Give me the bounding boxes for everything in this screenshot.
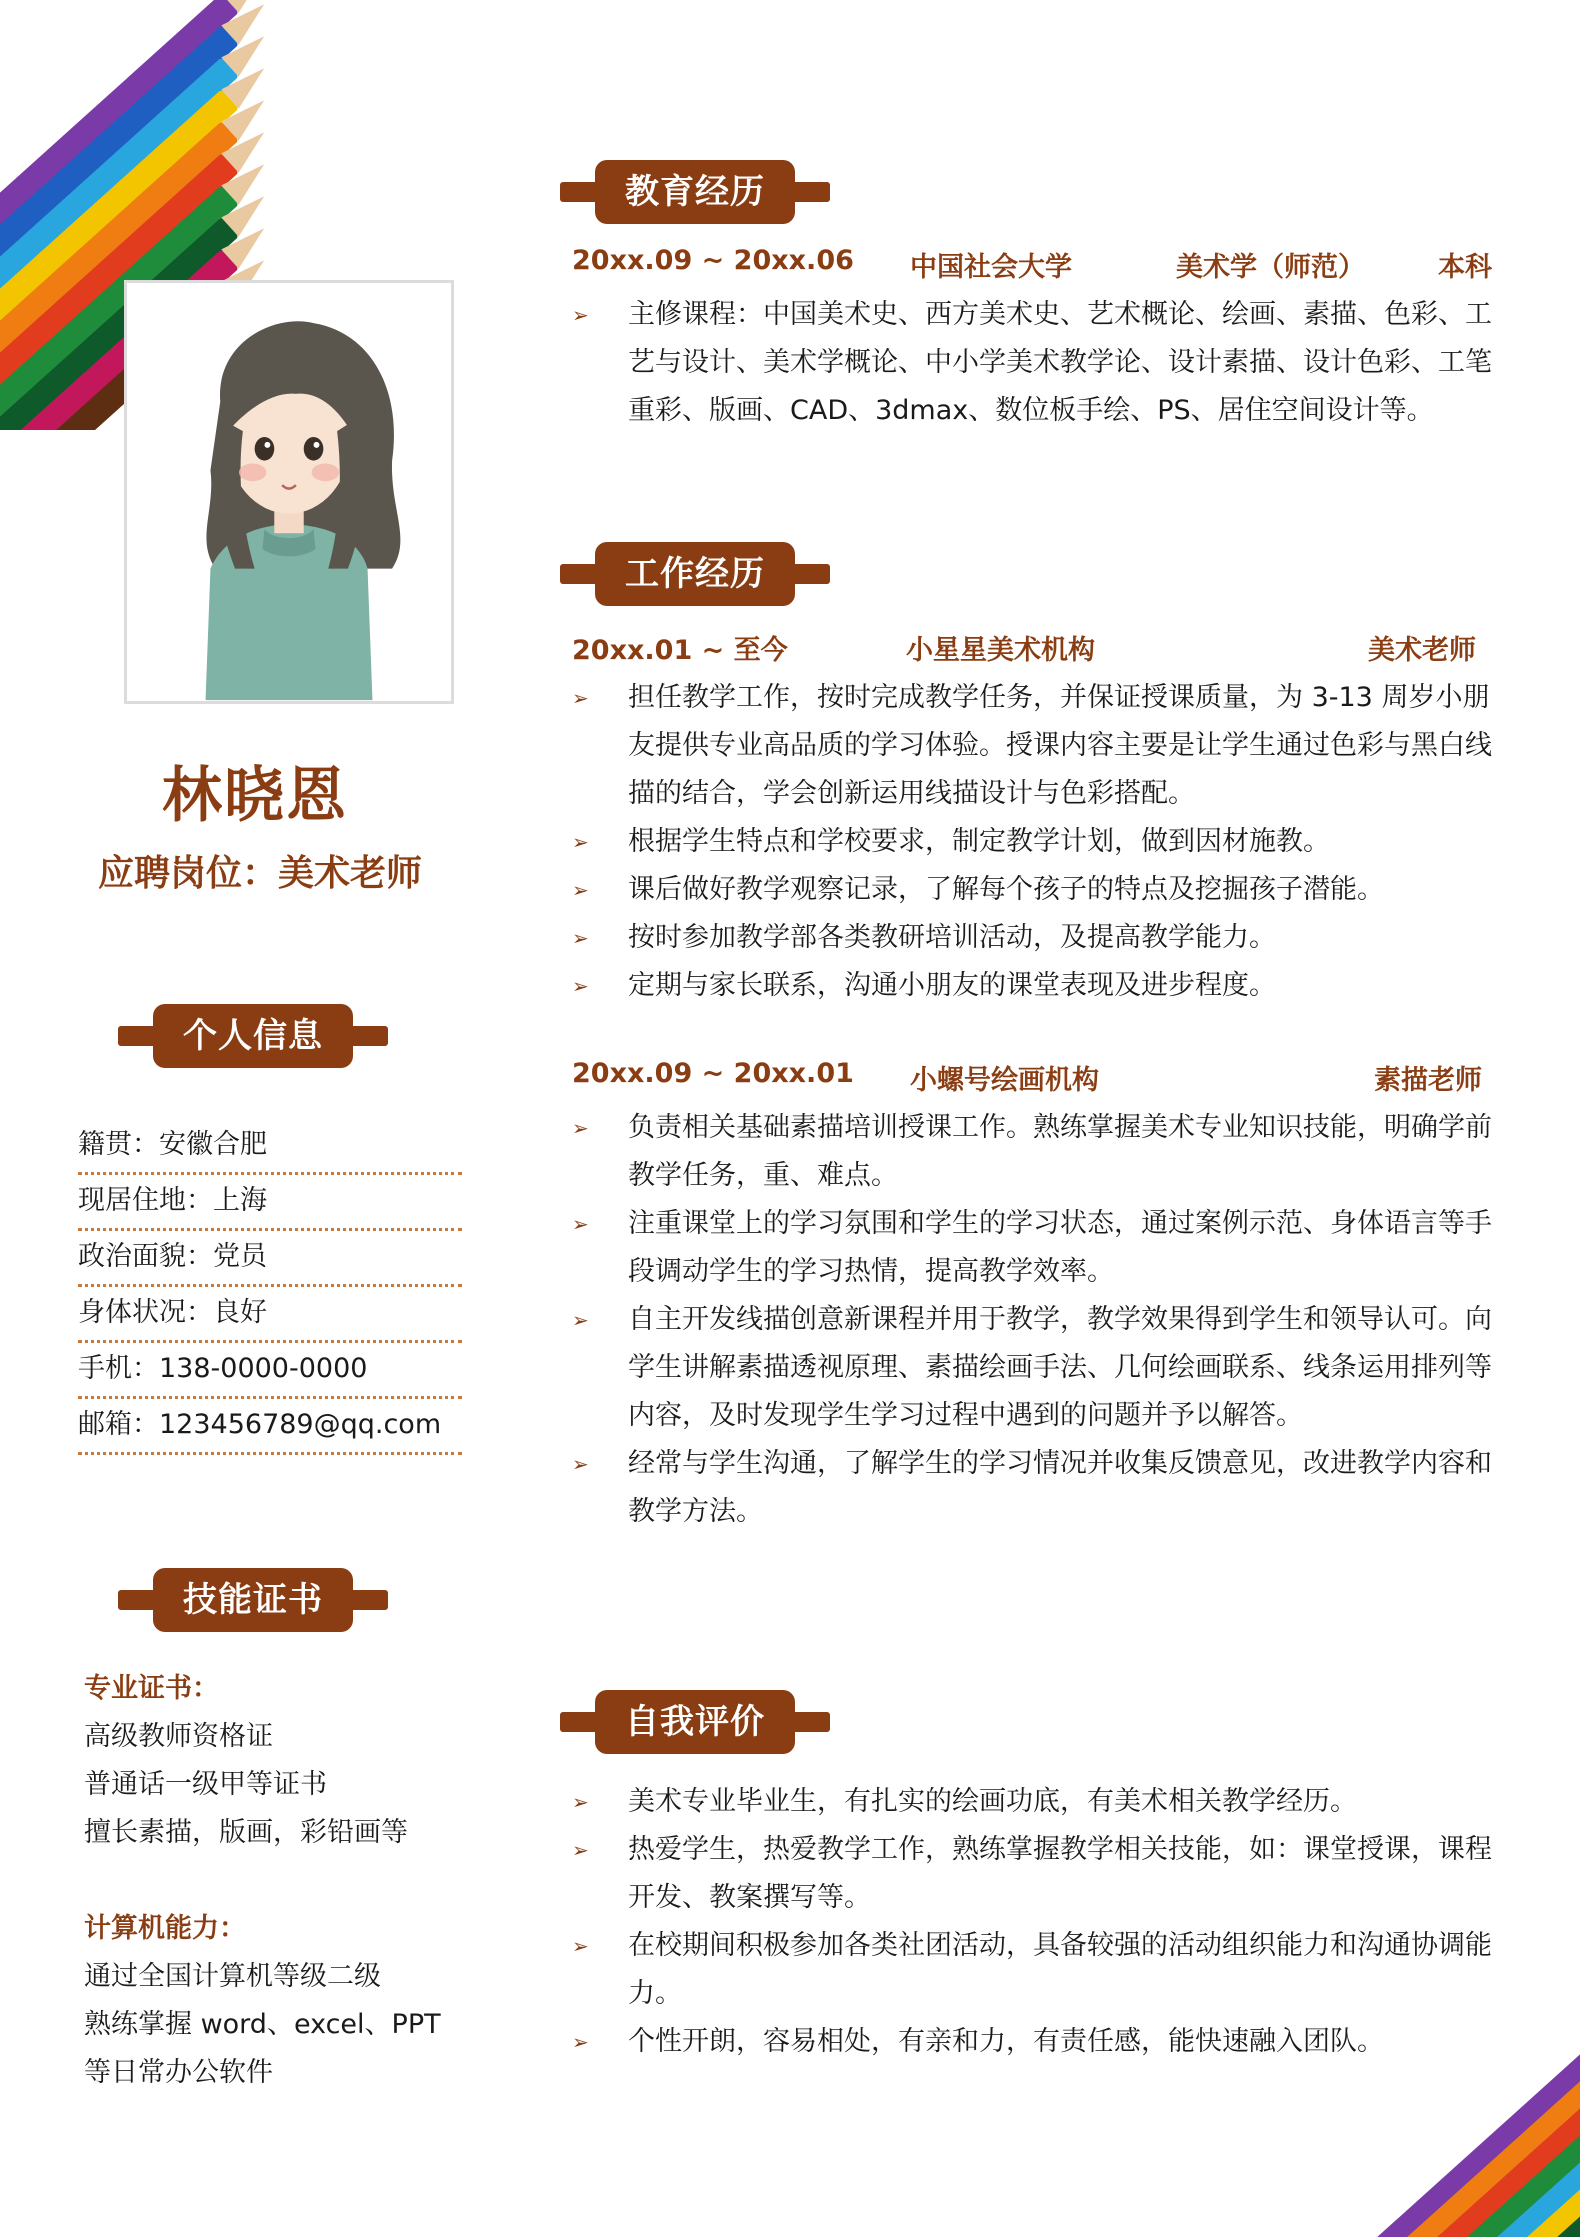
education-degree: 本科	[1438, 252, 1492, 283]
work-bullet: ➢ 注重课堂上的学习氛围和学生的学习状态，通过案例示范、身体语言等手段调动学生的学习热情，提高教学效率。	[572, 1200, 1494, 1296]
section-header-self-eval	[560, 1690, 830, 1754]
computer-skill-item: 熟练掌握 word、excel、PPT	[84, 2009, 441, 2040]
section-title: 技能证书	[153, 1568, 353, 1632]
pro-cert-item: 高级教师资格证	[84, 1721, 273, 1752]
work-meta	[572, 628, 1494, 674]
info-residence: 现居住地：上海	[78, 1176, 462, 1231]
section-title: 教育经历	[595, 160, 795, 224]
education-meta	[572, 245, 1494, 291]
work-bullet: ➢ 按时参加教学部各类教研培训活动，及提高教学能力。	[572, 914, 1494, 962]
candidate-name: 林晓恩	[162, 761, 348, 831]
self-eval-bullet: ➢ 热爱学生，热爱教学工作，熟练掌握教学相关技能，如：课堂授课，课程开发、教案撰写等。	[572, 1826, 1494, 1922]
profile-photo	[124, 280, 454, 704]
pro-cert-item: 擅长素描，版画，彩铅画等	[84, 1817, 408, 1848]
work-role: 美术老师	[1368, 635, 1476, 666]
info-email: 邮箱：123456789@qq.com	[78, 1400, 462, 1455]
work-bullet: ➢ 担任教学工作，按时完成教学任务，并保证授课质量，为 3-13 周岁小朋友提供专业高品质的学习体验。授课内容主要是让学生通过色彩与黑白线描的结合，学会创新运用线描设计与色彩搭配。	[572, 674, 1494, 818]
section-header-work	[560, 542, 830, 606]
work-entry-2	[572, 1058, 1494, 1536]
pro-cert-heading: 专业证书：	[84, 1673, 219, 1704]
info-health: 身体状况：良好	[78, 1288, 462, 1343]
work-bullet: ➢ 定期与家长联系，沟通小朋友的课堂表现及进步程度。	[572, 962, 1494, 1010]
self-eval-bullet: ➢ 在校期间积极参加各类社团活动，具备较强的活动组织能力和沟通协调能力。	[572, 1922, 1494, 2018]
work-bullet: ➢ 课后做好教学观察记录，了解每个孩子的特点及挖掘孩子潜能。	[572, 866, 1494, 914]
self-evaluation	[572, 1778, 1494, 2066]
section-title: 工作经历	[595, 542, 795, 606]
self-eval-bullet: ➢ 美术专业毕业生，有扎实的绘画功底，有美术相关教学经历。	[572, 1778, 1494, 1826]
pro-cert-item: 普通话一级甲等证书	[84, 1769, 327, 1800]
work-bullet: ➢ 根据学生特点和学校要求，制定教学计划，做到因材施教。	[572, 818, 1494, 866]
education-course-list: ➢ 主修课程：中国美术史、西方美术史、艺术概论、绘画、素描、色彩、工艺与设计、美术学概论、中小学美术教学论、设计素描、设计色彩、工笔重彩、版画、CAD、3dmax、数位板手绘、PS、居住空间设计等。	[572, 291, 1494, 435]
self-eval-bullet: ➢ 个性开朗，容易相处，有亲和力，有责任感，能快速融入团队。	[572, 2018, 1494, 2066]
education-period: 20xx.09 ~ 20xx.06	[572, 245, 854, 276]
work-entry-1	[572, 628, 1494, 1010]
education-section	[572, 245, 1494, 435]
avatar-illustration	[127, 283, 451, 701]
computer-skill-heading: 计算机能力：	[84, 1913, 246, 1944]
education-school: 中国社会大学	[910, 252, 1072, 283]
work-bullet: ➢ 经常与学生沟通，了解学生的学习情况并收集反馈意见，改进教学内容和教学方法。	[572, 1440, 1494, 1536]
applied-position: 应聘岗位：美术老师	[97, 853, 422, 894]
section-header-education	[560, 160, 830, 224]
work-meta	[572, 1058, 1494, 1104]
work-role: 素描老师	[1374, 1065, 1482, 1096]
work-period: 20xx.01 ~ 至今	[572, 635, 788, 666]
info-political-status: 政治面貌：党员	[78, 1232, 462, 1287]
info-phone: 手机：138-0000-0000	[78, 1344, 462, 1399]
section-header-personal	[118, 1004, 388, 1068]
work-bullet: ➢ 自主开发线描创意新课程并用于教学，教学效果得到学生和领导认可。向学生讲解素描透视原理、素描绘画手法、几何绘画联系、线条运用排列等内容，及时发现学生学习过程中遇到的问题并予以解答。	[572, 1296, 1494, 1440]
work-period: 20xx.09 ~ 20xx.01	[572, 1058, 854, 1089]
computer-skill-item: 等日常办公软件	[84, 2057, 273, 2088]
skills-certificates	[84, 1665, 484, 2097]
personal-info-list	[78, 1120, 462, 1456]
section-title: 自我评价	[595, 1690, 795, 1754]
section-title: 个人信息	[153, 1004, 353, 1068]
computer-skill-item: 通过全国计算机等级二级	[84, 1961, 381, 1992]
work-org: 小星星美术机构	[906, 635, 1095, 666]
education-major: 美术学（师范）	[1176, 252, 1365, 283]
info-hometown: 籍贯：安徽合肥	[78, 1120, 462, 1175]
section-header-skills	[118, 1568, 388, 1632]
work-org: 小螺号绘画机构	[910, 1065, 1099, 1096]
work-bullet: ➢ 负责相关基础素描培训授课工作。熟练掌握美术专业知识技能，明确学前教学任务，重、难点。	[572, 1104, 1494, 1200]
